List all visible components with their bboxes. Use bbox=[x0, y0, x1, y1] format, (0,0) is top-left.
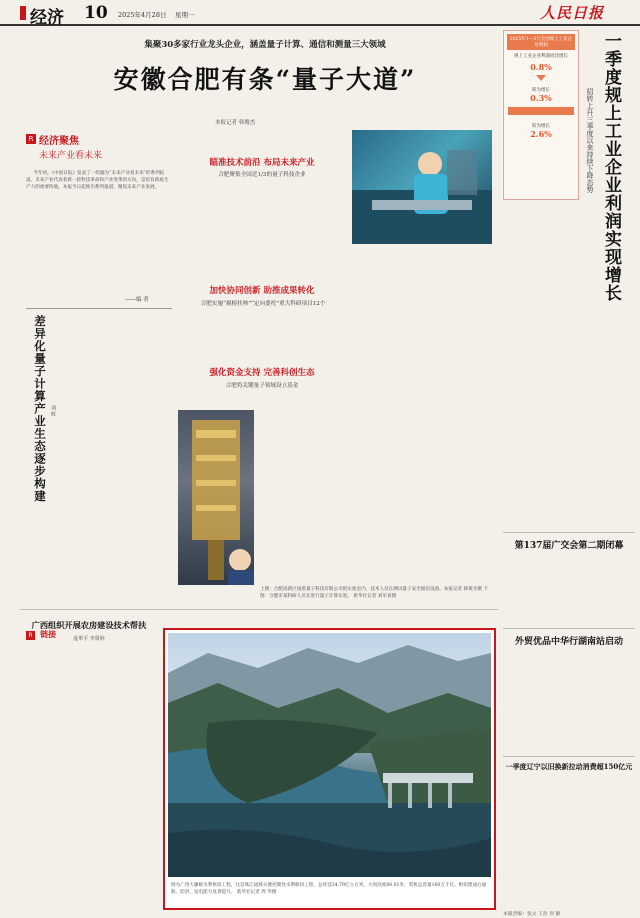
infographic-stat3-value: 2.6% bbox=[530, 129, 552, 139]
right-headline: 一季度规上工业企业利润实现增长 bbox=[601, 32, 621, 302]
guangxi-title: 广西组织开展农房建设技术帮扶 bbox=[31, 620, 147, 630]
worker-photo bbox=[352, 130, 492, 244]
section2-sub: 合肥实施“揭榜挂帅”“定向委托”重大科研项目12个 bbox=[200, 301, 326, 307]
section3-sub: 合肥将关键量子领域设立基金 bbox=[225, 383, 299, 389]
section1-sub: 合肥聚集全国近1/3的量子科技企业 bbox=[218, 172, 306, 178]
dam-photo bbox=[168, 633, 491, 877]
canton-fair-title: 第137届广交会第二期闭幕 bbox=[514, 541, 624, 551]
section-marker-icon bbox=[20, 6, 26, 20]
sidebar-commentary-author: 刘 辉 bbox=[50, 405, 56, 417]
section-name: 经济 bbox=[30, 8, 64, 28]
editors-credit: 本版责编：张文 王浩 何 静 bbox=[503, 912, 561, 917]
sidebar-commentary-title: 差异化量子计算产业生态逐步构建 bbox=[33, 315, 47, 503]
right-column bbox=[503, 30, 635, 530]
feature-photo-credit: 新华社记者 刘军喜摄 bbox=[353, 594, 397, 600]
issue-weekday: 星期一 bbox=[175, 11, 195, 19]
feature-byline: 本报记者 韩俊杰 bbox=[215, 120, 256, 126]
guangxi-body bbox=[20, 646, 158, 911]
section3-body bbox=[256, 395, 348, 583]
section3-title: 强化资金支持 完善科创生态 bbox=[209, 368, 315, 378]
section1-body bbox=[178, 182, 346, 272]
infographic-stat2-value: 0.3% bbox=[530, 93, 552, 103]
right-subhead: 招转上升三季度以来持续下降态势 bbox=[586, 88, 594, 193]
dam-photo-credit: 新华社记者 周 华摄 bbox=[236, 890, 277, 896]
infographic-arrow-icon bbox=[536, 75, 546, 81]
right-body-column bbox=[352, 250, 494, 530]
section1-title: 瞄准技术前沿 布局未来产业 bbox=[209, 158, 315, 168]
guangxi-byline: 庞革平 李贤婷 bbox=[73, 636, 105, 642]
feature-kicker: 集聚30多家行业龙头企业，涵盖量子计算、通信和测量三大领域 bbox=[144, 40, 386, 50]
infographic-stat2-label: 转为增长 bbox=[532, 88, 550, 93]
profit-infographic bbox=[503, 30, 579, 200]
infographic-stat3-label: 转为增长 bbox=[532, 124, 550, 129]
car-article-title: 一季度辽宁以旧换新拉动消费超150亿元 bbox=[505, 762, 633, 771]
section2-title: 加快协同创新 助推成果转化 bbox=[209, 286, 315, 296]
issue-date: 2025年4月28日 bbox=[118, 11, 167, 19]
infographic-stat1-value: 0.8% bbox=[530, 62, 552, 72]
trade-article-title: 外贸优品中华行湖南站启动 bbox=[514, 637, 623, 647]
feature-photo-caption bbox=[260, 586, 495, 610]
dam-caption-text: 图为广西大藤峡水利枢纽工程，这是珠江流域关键控制性水利枢纽工程，总库容34.79亿立方米，大坝高度80.01米，装机总容量160万千瓦。枢纽建成后通航、防洪、发电能力显著提升。 bbox=[171, 883, 487, 896]
car-article bbox=[503, 756, 635, 896]
trade-article-body bbox=[503, 650, 635, 755]
section2-body bbox=[178, 310, 346, 352]
worker-illustration-icon bbox=[352, 130, 492, 244]
feature-signature: ——编 者 bbox=[125, 297, 149, 303]
divider-intro bbox=[26, 308, 172, 309]
page-number: 10 bbox=[84, 3, 108, 23]
column-label-box bbox=[26, 132, 176, 166]
link-label: 链接 bbox=[40, 629, 57, 639]
dam-photo-caption bbox=[171, 882, 489, 908]
canton-fair-article bbox=[503, 532, 635, 622]
dam-photo-frame bbox=[163, 628, 496, 910]
paper-logo: 人民日报 bbox=[540, 4, 605, 22]
canton-fair-body bbox=[503, 554, 635, 624]
masthead bbox=[0, 0, 640, 26]
feature-title: 安徽合肥有条“量子大道” bbox=[113, 65, 417, 94]
feature-intro bbox=[26, 170, 172, 258]
feature-intro-text: 今年初，《中国日报》发表了一组题为“未来产业看未来”的系列报道。未来产业代表着新一轮科技革命和产业变革的方向，是培育新质生产力的重要阵地。本报今日起推出系列报道，聚焦未来产业发展。 bbox=[26, 171, 169, 191]
feature-caption-text: 上图：合肥高新区国盾量子科技有限公司的实验室内，技术人员在测试量子安全通信设备。本报记者 韩俊杰摄 下图：合肥市某科研人员在进行量子计算实验。 bbox=[260, 587, 489, 600]
column-label-icon: R bbox=[26, 134, 36, 144]
equipment-illustration-icon bbox=[178, 410, 254, 585]
column-subtitle: 未来产业看未来 bbox=[39, 151, 103, 161]
car-article-body bbox=[503, 775, 635, 893]
link-icon: R bbox=[26, 631, 35, 640]
lab-photo-equipment bbox=[178, 410, 254, 585]
sidebar-commentary-body bbox=[62, 315, 172, 555]
infographic-stat1-label: 规上工业企业利润同比增长 bbox=[514, 54, 568, 59]
dam-landscape-illustration-icon bbox=[168, 633, 491, 877]
right-body-text bbox=[503, 262, 635, 530]
trade-article bbox=[503, 628, 635, 753]
column-label: 经济聚焦 bbox=[39, 136, 79, 147]
guangxi-article bbox=[20, 618, 158, 908]
page-footer bbox=[503, 900, 635, 917]
infographic-title: 2025年1—3月全国规上工业企业利润 bbox=[507, 34, 575, 50]
infographic-bar bbox=[508, 107, 574, 115]
